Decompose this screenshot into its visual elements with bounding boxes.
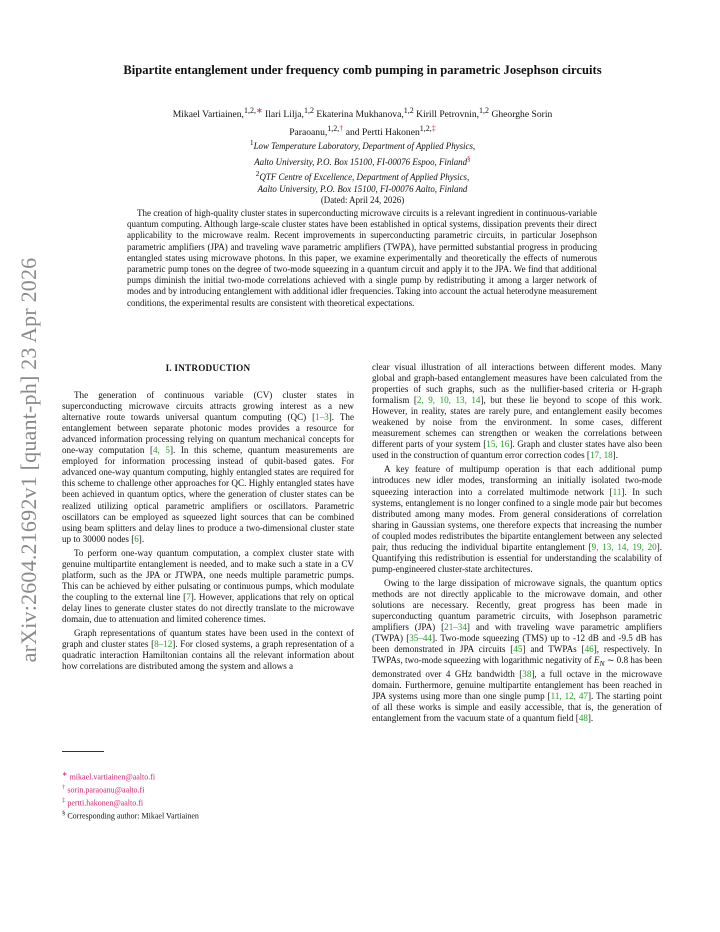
math-symbol: E [593,655,600,666]
affiliation-line [150,168,575,184]
body-text: ]. For closed systems, a graph representation of a quadratic interaction Hamiltonian contains all the relevant information about how correlations are distributed among the system and allows a [62,639,354,672]
body-text: ]. Graph and cluster states have also been used in the construction of quantum error correction codes [ [372,439,663,461]
body-paragraph [372,578,662,724]
email-link[interactable]: sorin.paraoanu@aalto.fi [67,785,145,795]
affiliation-text: Aalto University, P.O. Box 15100, FI-00076 Espoo, Finland [254,156,468,167]
author-list [170,104,555,139]
body-text: ]. [587,713,594,724]
body-text: ]. The starting point of all these works is simple and easily accessible, that is, the generation of entanglement from the vacuum state of a quantum field [ [372,691,662,724]
footnote-link[interactable]: † [339,123,344,133]
citation-link[interactable]: 21–34 [444,622,467,633]
author-name: Kirill Petrovnin, [416,109,480,121]
author-conjunction: and [345,126,360,138]
citation-link[interactable]: 17, 18 [589,450,613,461]
body-text: A key feature of multipump operation is that each additional pump introduces new idler modes, transforming an initially isolated two-mode squeezing interaction into a correlated multimode network [ [372,464,662,497]
citation-link[interactable]: 2, 9, 10, 13, 14 [416,395,481,406]
section-heading: I. INTRODUCTION [165,363,251,373]
affiliation-line [150,137,575,153]
affiliation-text: Aalto University, P.O. Box 15100, FI-00076 Aalto, Finland [257,183,468,194]
body-text: ], respectively. In TWPAs, two-mode squeezing with logarithmic negativity of [372,644,663,666]
left-column [62,362,354,675]
footnote-item [62,783,354,796]
affiliations-block [150,137,575,207]
body-text: ]. [138,533,145,544]
affiliation-number: 2 [255,169,260,179]
citation-link[interactable]: 9, 13, 14, 19, 20 [591,541,657,552]
arxiv-stamp-text: arXiv:2604.21692v1 [quant-ph] 23 Apr 2026 [16,257,41,663]
arxiv-identifier-stamp [4,230,54,690]
citation-link[interactable]: 7 [186,591,191,602]
email-link[interactable]: mikael.vartiainen@aalto.fi [69,772,156,782]
author-affil-sup: 1,2, [419,123,432,133]
body-text: ]. However, applications that rely on optical delay lines to generate cluster states do not directly translate to the microwave domain, due to attenuation and limited coherence times. [62,591,354,624]
author-name: Pertti Hakonen [361,126,420,138]
affiliation-number: 1 [249,138,254,147]
citation-link[interactable]: 48 [578,713,588,724]
citation-link[interactable]: 15, 16 [486,439,510,450]
citation-link[interactable]: 45 [513,644,523,655]
right-column [372,362,662,727]
citation-link[interactable]: 6 [134,533,139,544]
email-link[interactable]: pertti.hakonen@aalto.fi [67,798,144,808]
affiliation-text: QTF Centre of Excellence, Department of Applied Physics, [259,172,470,183]
body-text: ]. Two-mode squeezing (TMS) up to -12 dB and -9.5 dB has been demonstrated in JPA circuits [ [372,633,662,655]
body-text: Graph representations of quantum states have been used in the context of graph and cluster states [ [62,628,354,650]
corresponding-author-note: Corresponding author: Mikael Vartiainen [67,812,199,822]
body-text: ], but these lie beyond to scope of this work. However, in reality, states are rarely pure, and entanglement easily becomes weakened by noise from the environment. In some cases, different measurement schemes can strengthen or weaken the correlations between different parts of your system [ [372,395,662,450]
author-affil-sup: 1,2 [303,106,314,115]
body-text: ]. In such systems, entanglement is no longer confined to a single mode pair but becomes distributed among many modes. From general considerations of correlation sharing in Gaussian systems, one therefore expects that increasing the number of coupled modes redistributes the bipartite entanglement between any selected pair, thus reducing the individual bipartite entanglement [ [372,486,663,552]
author-name: Gheorghe Sorin Paraoanu, [289,109,553,138]
body-paragraph [62,548,354,625]
author-affil-sup: 1,2 [403,106,414,115]
citation-link[interactable]: 1–3 [315,412,329,423]
footnote-item [62,809,354,822]
body-paragraph [62,628,354,672]
body-paragraph [372,362,662,461]
footnotes [62,770,354,823]
affiliation-line [150,153,575,169]
body-text: The generation of continuous variable (CV) cluster states in superconducting microwave circuits attracts growing interest as a new alternative route towards universal quantum computing (QC) [ [62,390,354,423]
citation-link[interactable]: 8–12 [154,639,173,650]
footnote-link[interactable]: § [467,153,471,163]
abstract: The creation of high-quality cluster states in superconducting microwave circuits is a relevant ingredient in continuous-variable quantum computing. Although large-scale cluster states have been established in optical systems, dissipation prevents their direct applicability to the microwave realm. Recent improvements in superconducting parametric circuits, in particular Josephson parametric amplifiers (JPA) and traveling wave parametric amplifiers (TWPA), have permitted substantial progress in producing entangled states using microwave photons. In this paper, we examine experimentally and theoretically the effects of numerous parametric pump tones on the degree of two-mode squeezing in a quantum circuit and apply it to the JPA. We find that additional pumps diminish the initial two-mode correlations achieved with a single pump by redistributing it among a larger network of modes and by introducing entanglement with additional idler frequencies. Taking into account the actual heterodyne measurement conditions, the experimental results are consistent with theoretical expectations. [127,208,597,308]
body-paragraph [372,464,662,574]
body-paragraph [62,390,354,545]
citation-link[interactable]: 4, 5 [152,445,170,456]
body-text: ]. The entanglement between separate photonic modes provides a resource for advanced information processing relying on quantum mechanical concepts for one-way computation [ [62,412,354,456]
body-text: ], a full octave in the microwave domain. Furthermore, genuine multipartite entanglement has been reached in JPA systems using more than one single pump [ [372,669,663,702]
footnote-mark: § [62,810,66,818]
math-subscript: N [599,659,605,669]
footnote-mark: ‡ [62,797,66,805]
author-affil-sup: 1,2, [243,106,256,115]
citation-link[interactable]: 11 [612,486,622,497]
footnote-link[interactable]: ‡ [431,123,436,133]
footnote-mark: ∗ [62,771,68,778]
body-text: Owing to the large dissipation of microwave signals, the quantum optics methods are not directly applicable to the microwave domain, and other solutions are necessary. Recently, great progress has been made in superconducting quantum parametric circuits, with Josephson parametric amplifiers (JPA) [ [372,577,662,633]
footnote-item [62,796,354,809]
body-text: ] and with traveling wave parametric amplifiers (TWPA) [ [372,622,663,644]
body-text: ∼ 0.8 has been demonstrated over 4 GHz bandwidth [ [372,655,662,680]
affiliation-text: Low Temperature Laboratory, Department of Applied Physics, [253,140,476,151]
citation-link[interactable]: 35–44 [409,633,432,644]
footnote-item [62,770,354,783]
author-affil-sup: 1,2, [327,123,340,133]
citation-link[interactable]: 46 [584,644,594,655]
body-text: clear visual illustration of all interactions between different modes. Many global and graph-based entanglement measures have been calculated from the properties of such graphs, such as the nullifier-based criteria or H-graph formalism [ [372,362,662,406]
author-name: Mikael Vartiainen, [172,109,244,121]
author-name: Ilari Lilja, [265,109,304,121]
date-line: (Dated: April 24, 2026) [320,195,405,206]
author-name: Ekaterina Mukhanova, [316,109,404,121]
footnote-divider [62,751,104,752]
footnote-mark: † [62,784,66,792]
paper-title: Bipartite entanglement under frequency comb pumping in parametric Josephson circuits [123,63,602,77]
body-text: ]. In this scheme, quantum measurements are employed for information processing instead of qubit-based gates. For advanced one-way quantum computing, highly entangled states are required for this scheme to challenge other approaches for QC. Highly entangled states have been achieved in quantum optics, where the generation of cluster states can be realized utilizing optical parametric amplifiers or oscillators. Parametric oscillators can be employed as squeezed light sources that can be combined using beam splitters and delay lines to produce a two-dimensional cluster state up to 30000 nodes [ [62,445,355,544]
body-text: To perform one-way quantum computation, a complex cluster state with genuine multipartite entanglement is needed, and to make such a state in a CV platform, such as the JPA or JTWPA, one needs multiple parametric pumps. This can be achieved by either pulsating or continuous pumps, which modulate the coupling to the external line [ [62,547,354,602]
footnote-link[interactable]: ∗ [255,106,263,115]
author-affil-sup: 1,2 [479,106,490,115]
body-text: ]. Quantifying this redistribution is essential for understanding the scalability of pump-engineered cluster-state architectures. [372,541,662,574]
citation-link[interactable]: 38 [522,669,532,680]
body-text: ] and TWPAs [ [522,644,585,655]
affiliation-line [150,184,575,196]
citation-link[interactable]: 11, 12, 47 [550,691,588,702]
body-text: ]. [612,450,618,461]
